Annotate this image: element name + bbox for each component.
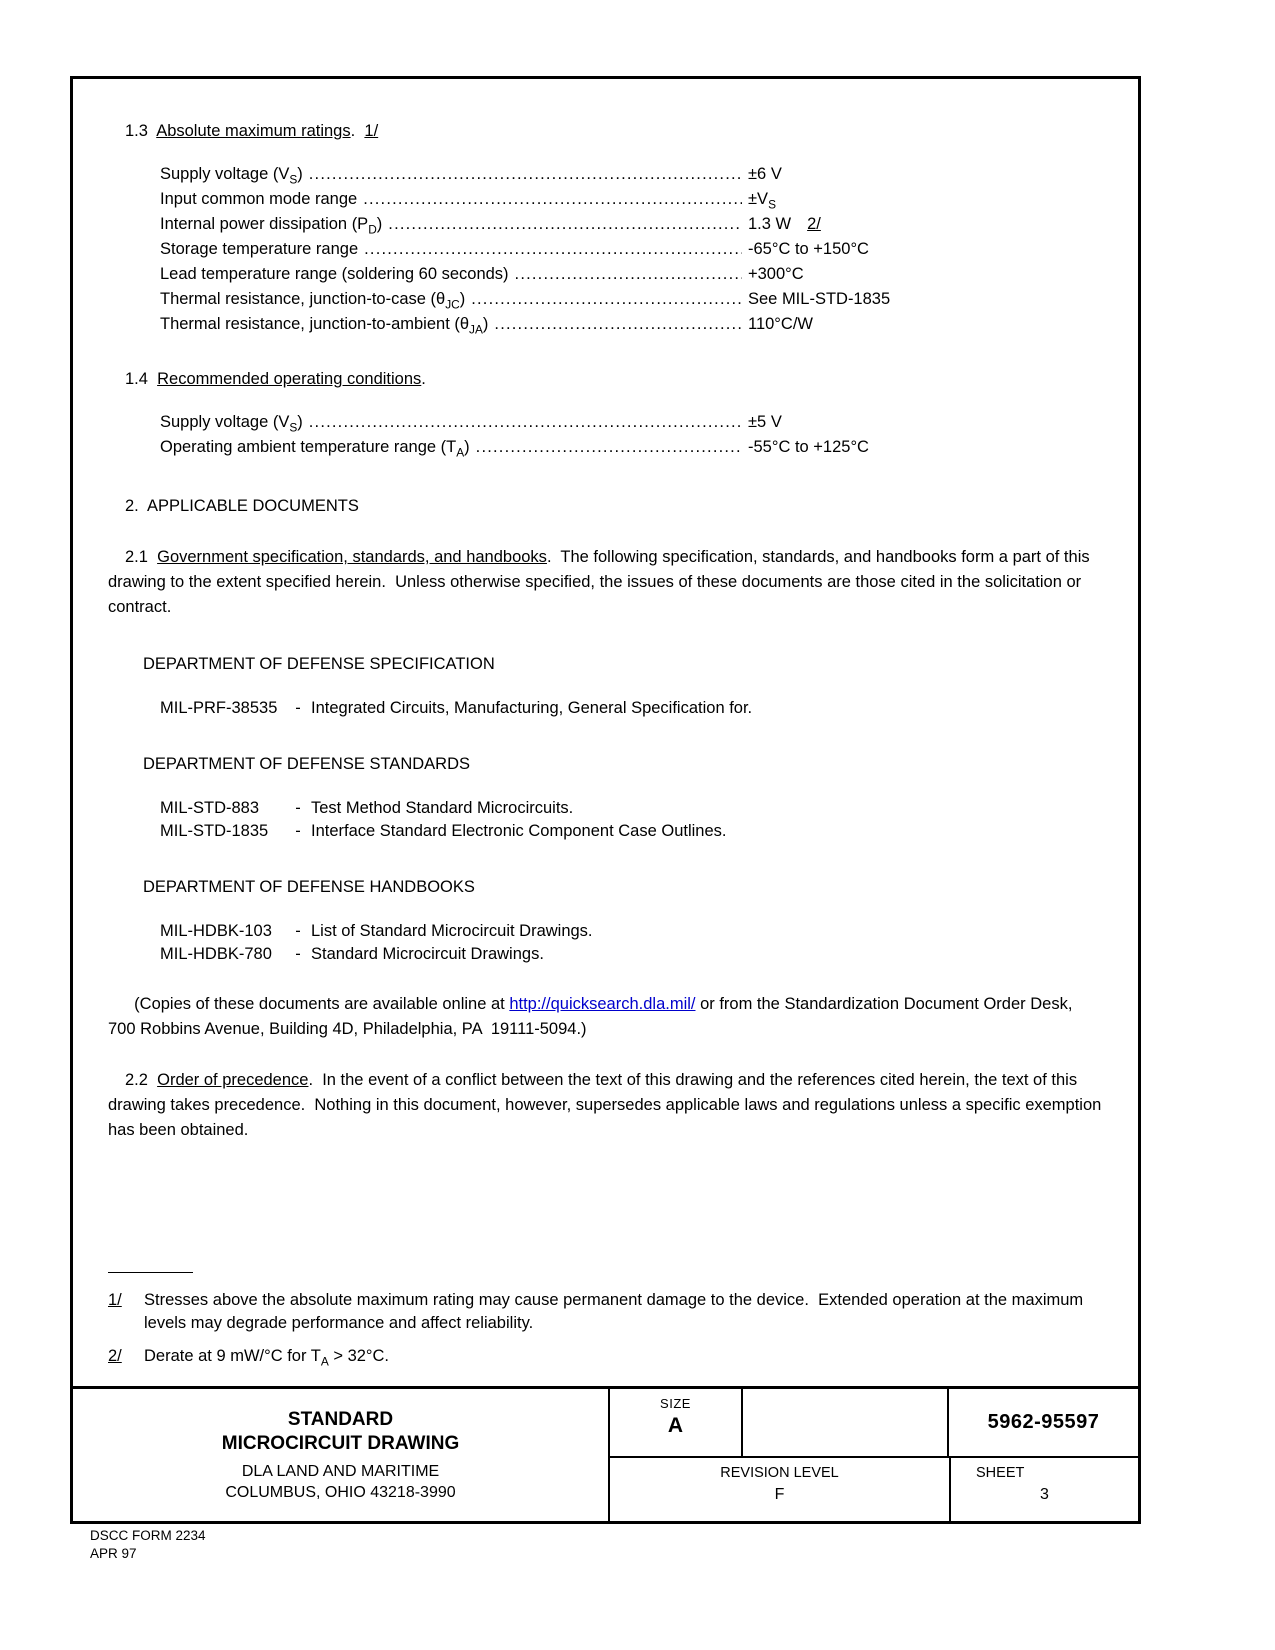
title-block-right xyxy=(610,1389,1138,1521)
spec-value: -65°C to +150°C xyxy=(748,240,869,258)
doc-row: MIL-STD-883 - Test Method Standard Microcircuits. xyxy=(160,799,574,817)
page-border xyxy=(70,76,1141,1524)
section-title: Order of precedence xyxy=(157,1071,309,1089)
cage-code-cell xyxy=(743,1389,949,1456)
dot-leader xyxy=(363,187,742,212)
spec-row xyxy=(160,435,1103,460)
spec-row xyxy=(160,237,1103,262)
dot-leader xyxy=(309,162,742,187)
dod-standards-list xyxy=(160,797,1103,843)
doc-row: MIL-STD-1835 - Interface Standard Electronic Component Case Outlines. xyxy=(160,822,727,840)
spec-value: +300°C xyxy=(748,265,804,283)
spec-row xyxy=(160,187,1103,212)
section-2-heading: 2. APPLICABLE DOCUMENTS xyxy=(125,497,359,515)
title-block xyxy=(73,1386,1138,1521)
title-block-left xyxy=(73,1389,610,1521)
dot-leader xyxy=(364,237,742,262)
spec-value: 110°C/W xyxy=(748,315,813,333)
form-identifier: DSCC FORM 2234 APR 97 xyxy=(90,1528,206,1561)
drawing-title: STANDARD MICROCIRCUIT DRAWING xyxy=(221,1408,460,1454)
spec-label: Operating ambient temperature range $(T_A)$ xyxy=(160,438,470,460)
section-title: Absolute maximum ratings xyxy=(156,122,351,140)
spec-row xyxy=(160,312,1103,337)
section-number: 2.1 xyxy=(125,548,158,566)
spec-row xyxy=(160,410,1103,435)
section-2-2-paragraph: 2.2 Order of precedence. In the event of a conflict between the text of this drawing and the references cited herein, the text of this drawing takes precedence. Nothing in this document, however, supersedes applicable laws and regulations unless a specific exemption has been obtained. xyxy=(108,1071,1106,1139)
dod-specification-list xyxy=(160,697,1103,720)
dot-leader xyxy=(309,410,742,435)
section-number: 1.3 xyxy=(125,122,157,140)
dot-leader xyxy=(476,435,742,460)
drawing-org: DLA LAND AND MARITIME COLUMBUS, OHIO 43218-3990 xyxy=(225,1462,456,1501)
doc-row: MIL-HDBK-103 - List of Standard Microcircuit Drawings. xyxy=(160,922,593,940)
dod-handbooks-heading: DEPARTMENT OF DEFENSE HANDBOOKS xyxy=(143,878,475,896)
footnote-1: 1/ Stresses above the absolute maximum rating may cause permanent damage to the device. Extended operation at the maximum levels may degrade performance and affect reliability. xyxy=(108,1291,1088,1332)
doc-row: MIL-PRF-38535 - Integrated Circuits, Manufacturing, General Specification for. xyxy=(160,699,753,717)
size-label: SIZE xyxy=(660,1396,691,1411)
dod-specification-heading: DEPARTMENT OF DEFENSE SPECIFICATION xyxy=(143,655,495,673)
spec-label: Thermal resistance, junction-to-ambient $(\theta_{JA})$ xyxy=(160,315,489,337)
spec-row xyxy=(160,262,1103,287)
sheet-value: 3 xyxy=(1040,1485,1049,1503)
spec-value: 1.3 W 2/ xyxy=(748,215,821,233)
drawing-number: 5962-95597 xyxy=(987,1410,1100,1433)
spec-label: Lead temperature range (soldering 60 seconds) xyxy=(160,265,509,283)
spec-label: Internal power dissipation $(P_D)$ xyxy=(160,215,383,237)
sheet-cell xyxy=(951,1458,1138,1521)
title-block-top-row xyxy=(610,1389,1138,1458)
size-value: A xyxy=(667,1414,684,1437)
spec-row xyxy=(160,287,1103,312)
dot-leader xyxy=(471,287,742,312)
footnotes-block xyxy=(108,1272,1103,1368)
dot-leader xyxy=(494,312,742,337)
spec-value: $\pm V_S$ xyxy=(748,190,776,212)
section-number: 2.2 xyxy=(125,1071,158,1089)
spec-value: -55°C to +125°C xyxy=(748,438,869,456)
revision-value: F xyxy=(774,1485,785,1503)
sheet-label: SHEET xyxy=(976,1464,1025,1481)
page-content xyxy=(73,79,1138,1386)
section-title: Government specification, standards, and handbooks xyxy=(157,548,547,566)
spec-label: Thermal resistance, junction-to-case $(\theta_{JC})$ xyxy=(160,290,466,312)
dod-handbooks-list xyxy=(160,920,1103,966)
quicksearch-link[interactable]: http://quicksearch.dla.mil/ xyxy=(509,995,696,1013)
spec-label: Storage temperature range xyxy=(160,240,359,258)
dot-leader xyxy=(515,262,742,287)
doc-row: MIL-HDBK-780 - Standard Microcircuit Drawings. xyxy=(160,945,544,963)
dot-leader xyxy=(388,212,742,237)
spec-label: Input common mode range xyxy=(160,190,358,208)
recommended-operating-conditions-list xyxy=(160,410,1103,460)
section-title: Recommended operating conditions xyxy=(157,370,422,388)
title-block-bottom-row xyxy=(610,1458,1138,1521)
spec-label: Supply voltage $(V_S)$ xyxy=(160,413,303,435)
footnote-ref-1: 1/ xyxy=(364,122,379,140)
spec-value: See MIL-STD-1835 xyxy=(748,290,891,308)
footnote-2: 2/ Derate at 9 mW/°C for $T_A > 32^\circ C$. xyxy=(108,1347,390,1369)
copies-paragraph: (Copies of these documents are available online at http://quicksearch.dla.mil/ or from the Standardization Document Order Desk, 700 Robbins Avenue, Building 4D, Philadelphia, PA 19111-5094.) xyxy=(108,995,1078,1038)
section-1-3-heading: 1.3 Absolute maximum ratings. 1/ xyxy=(125,122,379,140)
spec-value: ±6 V xyxy=(748,165,782,183)
section-1-4-heading: 1.4 Recommended operating conditions. xyxy=(125,370,426,388)
absolute-maximum-ratings-list xyxy=(160,162,1103,337)
section-2-1-paragraph: 2.1 Government specification, standards, and handbooks. The following specification, standards, and handbooks form a part of this drawing to the extent specified herein. Unless otherwise specified, the issues of these documents are those cited in the solicitation or contract. xyxy=(108,548,1095,616)
spec-row xyxy=(160,162,1103,187)
spec-row xyxy=(160,212,1103,237)
spec-label: Supply voltage $(V_S)$ xyxy=(160,165,303,187)
size-cell xyxy=(610,1389,743,1456)
spec-value: ±5 V xyxy=(748,413,782,431)
section-number: 1.4 xyxy=(125,370,158,388)
dod-standards-heading: DEPARTMENT OF DEFENSE STANDARDS xyxy=(143,755,470,773)
revision-cell xyxy=(610,1458,951,1521)
revision-label: REVISION LEVEL xyxy=(720,1464,839,1481)
footnote-separator-rule xyxy=(108,1272,193,1273)
footnote-ref-2: 2/ xyxy=(807,215,821,233)
